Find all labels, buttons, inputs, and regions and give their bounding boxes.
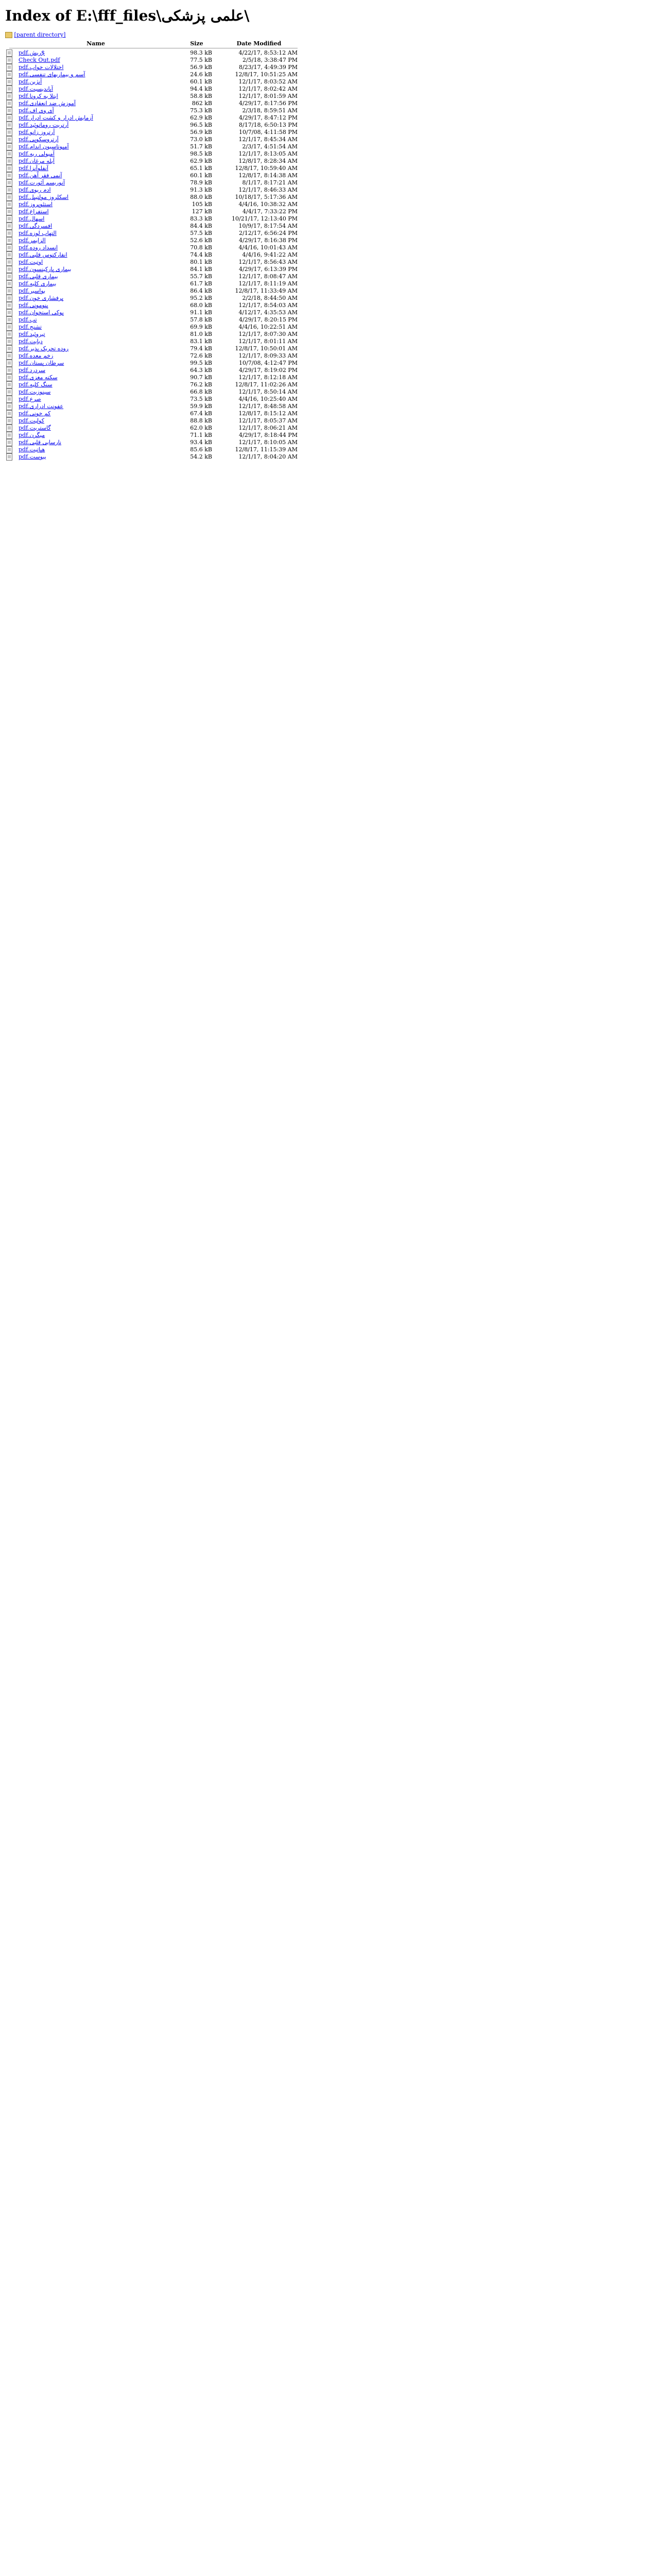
table-row <box>5 194 302 201</box>
file-size: 79.4 kB <box>190 345 212 352</box>
table-row <box>5 352 302 360</box>
file-size: 98.3 kB <box>190 49 212 56</box>
file-date-modified: 10/18/17, 5:17:36 AM <box>235 194 298 200</box>
file-link[interactable]: استفراغ.pdf <box>19 208 49 215</box>
file-link[interactable]: میگرن.pdf <box>19 432 45 438</box>
table-row <box>5 302 302 309</box>
file-size: 69.9 kB <box>190 324 212 330</box>
file-icon <box>6 136 12 143</box>
file-date-modified: 12/8/17, 10:51:25 AM <box>235 71 298 78</box>
file-icon <box>6 302 12 309</box>
file-link[interactable]: استئوپروز.pdf <box>19 201 53 208</box>
file-link[interactable]: نارسایی قلبی.pdf <box>19 439 62 446</box>
file-link[interactable]: عفونت ادراری.pdf <box>19 403 64 410</box>
file-date-modified: 4/4/17, 7:33:22 PM <box>242 208 298 215</box>
table-row <box>5 446 302 453</box>
file-icon <box>6 410 12 417</box>
file-date-modified: 4/29/17, 8:16:38 PM <box>239 237 298 244</box>
file-link[interactable]: انسداد روده.pdf <box>19 244 58 251</box>
file-size: 84.4 kB <box>190 223 212 229</box>
file-icon <box>6 331 12 338</box>
table-row <box>5 165 302 172</box>
table-row <box>5 223 302 230</box>
table-row <box>5 78 302 86</box>
file-date-modified: 4/12/17, 4:35:53 AM <box>238 309 298 316</box>
file-link[interactable]: انفارکتوس قلبی.pdf <box>19 251 67 258</box>
file-size: 24.6 kB <box>190 71 212 78</box>
file-size: 62.9 kB <box>190 158 212 164</box>
file-date-modified: 4/4/16, 10:22:51 AM <box>238 324 298 330</box>
table-row <box>5 208 302 215</box>
file-size: 96.5 kB <box>190 122 212 128</box>
file-date-modified: 8/23/17, 4:49:39 PM <box>239 64 298 71</box>
file-icon <box>6 165 12 172</box>
file-icon <box>6 295 12 302</box>
file-icon <box>6 201 12 208</box>
file-date-modified: 12/1/17, 8:54:03 AM <box>238 302 298 309</box>
file-icon <box>6 425 12 432</box>
file-size: 57.5 kB <box>190 230 212 236</box>
file-date-modified: 12/8/17, 10:50:01 AM <box>235 345 298 352</box>
file-date-modified: 4/29/17, 8:19:02 PM <box>239 367 298 374</box>
file-icon <box>6 251 12 259</box>
file-date-modified: 12/8/17, 11:33:49 AM <box>235 287 298 294</box>
file-icon <box>6 179 12 187</box>
file-link[interactable]: اوتیت.pdf <box>19 259 43 265</box>
file-icon <box>6 150 12 158</box>
file-date-modified: 4/4/16, 10:25:40 AM <box>238 396 298 402</box>
file-link[interactable]: هپاتیت.pdf <box>19 446 45 453</box>
file-date-modified: 12/1/17, 8:05:37 AM <box>238 417 298 424</box>
file-size: 80.1 kB <box>190 259 212 265</box>
file-size: 72.6 kB <box>190 352 212 359</box>
table-row <box>5 295 302 302</box>
file-link[interactable]: کولیت.pdf <box>19 417 45 424</box>
file-table <box>5 40 302 461</box>
file-size: 73.0 kB <box>190 136 212 143</box>
file-icon <box>6 158 12 165</box>
file-icon <box>6 78 12 86</box>
file-link[interactable]: تشنج.pdf <box>19 324 42 330</box>
file-size: 81.0 kB <box>190 331 212 337</box>
table-row <box>5 71 302 78</box>
file-link[interactable]: اسکلروز مولتیپل.pdf <box>19 194 69 200</box>
file-icon <box>6 129 12 136</box>
file-link[interactable]: ابتلا به کرونا.pdf <box>19 93 58 99</box>
file-icon <box>6 266 12 273</box>
file-icon <box>6 244 12 251</box>
file-date-modified: 2/2/18, 8:44:50 AM <box>242 295 298 301</box>
file-link[interactable]: پوکی استخوان.pdf <box>19 309 64 316</box>
file-date-modified: 12/1/17, 8:46:33 AM <box>238 187 298 193</box>
table-row <box>5 280 302 287</box>
file-icon <box>6 403 12 410</box>
file-icon <box>6 71 12 78</box>
table-row <box>5 417 302 425</box>
table-row <box>5 244 302 251</box>
file-size: 91.3 kB <box>190 187 212 193</box>
table-row <box>5 259 302 266</box>
table-row <box>5 432 302 439</box>
file-icon <box>6 64 12 71</box>
table-row <box>5 309 302 316</box>
file-size: 55.7 kB <box>190 273 212 280</box>
file-link[interactable]: ادم ریوی.pdf <box>19 187 51 193</box>
file-link[interactable]: سکته مغزی.pdf <box>19 374 58 381</box>
file-size: 56.9 kB <box>190 129 212 135</box>
file-size: 88.0 kB <box>190 194 212 200</box>
file-link[interactable]: روده تحریک پذیر.pdf <box>19 345 69 352</box>
folder-up-icon <box>5 32 12 38</box>
file-size: 73.5 kB <box>190 396 212 402</box>
file-icon <box>6 122 12 129</box>
file-date-modified: 12/1/17, 8:06:21 AM <box>238 425 298 431</box>
column-header-date[interactable]: Date Modified <box>236 40 282 47</box>
file-icon <box>6 374 12 381</box>
table-row <box>5 215 302 223</box>
page-title: Index of E:\fff_files\علمی پزشکی\ <box>5 7 250 24</box>
table-row <box>5 388 302 396</box>
file-date-modified: 12/1/17, 8:01:11 AM <box>238 338 298 345</box>
table-row <box>5 439 302 446</box>
file-date-modified: 10/21/17, 12:13:40 PM <box>232 215 298 222</box>
table-row <box>5 64 302 71</box>
file-date-modified: 12/8/17, 8:28:34 AM <box>238 158 298 164</box>
table-row <box>5 100 302 107</box>
file-link[interactable]: سنگ کلیه.pdf <box>19 381 53 388</box>
file-size: 84.1 kB <box>190 266 212 273</box>
file-size: 83.3 kB <box>190 215 212 222</box>
file-size: 75.3 kB <box>190 107 212 114</box>
table-row <box>5 201 302 208</box>
file-link[interactable]: آبله مرغان.pdf <box>19 158 55 164</box>
file-icon <box>6 143 12 150</box>
file-icon <box>6 388 12 396</box>
table-row <box>5 331 302 338</box>
file-date-modified: 12/1/17, 8:12:18 AM <box>238 374 298 381</box>
file-icon <box>6 187 12 194</box>
file-icon <box>6 417 12 425</box>
file-link[interactable]: الزایمر.pdf <box>19 237 46 244</box>
file-icon <box>6 324 12 331</box>
file-link[interactable]: گاستریت.pdf <box>19 425 51 431</box>
file-date-modified: 8/17/18, 6:50:13 PM <box>239 122 298 128</box>
file-icon <box>6 57 12 64</box>
directory-listing-page <box>0 0 659 465</box>
table-row <box>5 425 302 432</box>
file-icon <box>6 316 12 324</box>
file-size: 88.8 kB <box>190 417 212 424</box>
file-date-modified: 12/1/17, 8:50:14 AM <box>238 388 298 395</box>
file-date-modified: 2/5/18, 3:38:47 PM <box>242 57 298 63</box>
file-link[interactable]: سردرد.pdf <box>19 367 46 374</box>
file-date-modified: 12/8/17, 8:14:38 AM <box>238 172 298 179</box>
table-header-row <box>5 40 302 47</box>
file-date-modified: 12/1/17, 8:56:43 AM <box>238 259 298 265</box>
file-size: 68.0 kB <box>190 302 212 309</box>
parent-directory-row[interactable] <box>5 31 654 38</box>
file-date-modified: 12/8/17, 8:15:12 AM <box>238 410 298 417</box>
file-date-modified: 12/1/17, 8:01:59 AM <box>238 93 298 99</box>
file-link[interactable]: تب.pdf <box>19 316 37 323</box>
file-size: 127 kB <box>192 208 212 215</box>
table-row <box>5 345 302 352</box>
table-row <box>5 172 302 179</box>
file-size: 90.7 kB <box>190 374 212 381</box>
file-size: 74.4 kB <box>190 251 212 258</box>
file-link[interactable]: پنومونی.pdf <box>19 302 48 309</box>
file-date-modified: 4/4/16, 10:01:43 AM <box>238 244 298 251</box>
file-size: 65.1 kB <box>190 165 212 172</box>
file-size: 91.1 kB <box>190 309 212 316</box>
file-link[interactable]: Check Out.pdf <box>19 57 60 63</box>
file-link[interactable]: آرتروسکوپی.pdf <box>19 136 59 143</box>
file-size: 85.6 kB <box>190 446 212 453</box>
file-icon <box>6 396 12 403</box>
file-link[interactable]: زخم معده.pdf <box>19 352 54 359</box>
file-date-modified: 8/1/17, 8:17:21 AM <box>242 179 298 186</box>
file-size: 95.2 kB <box>190 295 212 301</box>
file-link[interactable]: آرتروز زانو.pdf <box>19 129 55 135</box>
file-size: 59.9 kB <box>190 403 212 410</box>
file-size: 99.5 kB <box>190 360 212 366</box>
column-header-name[interactable]: Name <box>86 40 105 47</box>
file-icon <box>6 287 12 295</box>
file-link[interactable]: آزمایش ادرار و کشت ادرار.pdf <box>19 114 93 121</box>
table-row <box>5 251 302 259</box>
file-date-modified: 4/29/17, 6:13:39 PM <box>239 266 298 273</box>
file-icon <box>6 360 12 367</box>
file-icon <box>6 453 12 461</box>
file-size: 52.6 kB <box>190 237 212 244</box>
table-row <box>5 122 302 129</box>
table-row <box>5 403 302 410</box>
file-date-modified: 4/4/16, 9:41:22 AM <box>242 251 298 258</box>
file-icon <box>6 446 12 453</box>
file-link[interactable]: بواسیر.pdf <box>19 287 46 294</box>
file-date-modified: 4/29/17, 8:18:44 PM <box>239 432 298 438</box>
file-date-modified: 12/1/17, 8:11:19 AM <box>238 280 298 287</box>
file-icon <box>6 367 12 374</box>
file-link[interactable]: دیابت.pdf <box>19 338 43 345</box>
file-size: 93.4 kB <box>190 439 212 446</box>
file-date-modified: 4/29/17, 8:17:56 PM <box>239 100 298 107</box>
file-link[interactable]: آنمی فقر آهن.pdf <box>19 172 62 179</box>
file-link[interactable]: بیماری قلبی.pdf <box>19 273 58 280</box>
table-row <box>5 324 302 331</box>
file-link[interactable]: کم خونی.pdf <box>19 410 51 417</box>
table-row <box>5 57 302 64</box>
table-row <box>5 129 302 136</box>
file-date-modified: 4/29/17, 8:47:12 PM <box>239 114 298 121</box>
file-date-modified: 12/8/17, 11:02:26 AM <box>235 381 298 388</box>
file-link[interactable]: بیماری پارکینسون.pdf <box>19 266 72 273</box>
file-date-modified: 4/22/17, 8:53:12 AM <box>238 49 298 56</box>
file-size: 54.2 kB <box>190 453 212 460</box>
file-size: 67.4 kB <box>190 410 212 417</box>
file-date-modified: 10/7/08, 4:12:47 PM <box>239 360 298 366</box>
file-date-modified: 12/8/17, 11:15:39 AM <box>235 446 298 453</box>
file-icon <box>6 280 12 287</box>
table-row <box>5 360 302 367</box>
file-icon <box>6 432 12 439</box>
parent-directory-link[interactable]: [parent directory] <box>14 31 66 38</box>
table-row <box>5 136 302 143</box>
file-link[interactable]: بیماری کلیه.pdf <box>19 280 57 287</box>
file-icon <box>6 86 12 93</box>
table-row <box>5 453 302 461</box>
file-size: 61.7 kB <box>190 280 212 287</box>
file-icon <box>6 208 12 215</box>
file-link[interactable]: آمپوتاسیون اندام.pdf <box>19 143 69 150</box>
file-icon <box>6 114 12 122</box>
file-size: 78.9 kB <box>190 179 212 186</box>
file-date-modified: 12/1/17, 8:10:05 AM <box>238 439 298 446</box>
file-icon <box>6 338 12 345</box>
file-link[interactable]: آنوریسم آئورت.pdf <box>19 179 65 186</box>
table-row <box>5 374 302 381</box>
file-date-modified: 12/1/17, 8:07:30 AM <box>238 331 298 337</box>
file-date-modified: 12/1/17, 8:03:52 AM <box>238 78 298 85</box>
file-icon <box>6 230 12 237</box>
file-link[interactable]: یبوست.pdf <box>19 453 46 460</box>
file-link[interactable]: التهاب لوزه.pdf <box>19 230 57 236</box>
file-size: 60.1 kB <box>190 78 212 85</box>
table-row <box>5 396 302 403</box>
file-size: 58.8 kB <box>190 93 212 99</box>
file-link[interactable]: سرطان پستان.pdf <box>19 360 64 366</box>
file-link[interactable]: آی وی اف.pdf <box>19 107 54 114</box>
file-icon <box>6 93 12 100</box>
file-icon <box>6 439 12 446</box>
file-link[interactable]: $ريش.pdf <box>19 49 45 56</box>
file-icon <box>6 259 12 266</box>
file-list <box>5 49 302 461</box>
file-size: 56.9 kB <box>190 64 212 71</box>
file-size: 62.9 kB <box>190 114 212 121</box>
table-row <box>5 114 302 122</box>
file-date-modified: 2/3/17, 4:51:54 AM <box>242 143 298 150</box>
file-date-modified: 2/12/17, 6:56:24 PM <box>239 230 298 236</box>
file-icon <box>6 172 12 179</box>
file-size: 60.1 kB <box>190 172 212 179</box>
column-header-size[interactable]: Size <box>190 40 203 47</box>
table-row <box>5 287 302 295</box>
file-link[interactable]: آنژین.pdf <box>19 78 42 85</box>
file-link[interactable]: اسهال.pdf <box>19 215 45 222</box>
file-icon <box>6 223 12 230</box>
table-row <box>5 93 302 100</box>
file-link[interactable]: پرفشاری خون.pdf <box>19 295 64 301</box>
file-icon <box>6 381 12 388</box>
file-date-modified: 12/1/17, 8:04:20 AM <box>238 453 298 460</box>
table-row <box>5 266 302 273</box>
file-date-modified: 12/1/17, 8:02:42 AM <box>238 86 298 92</box>
table-row <box>5 381 302 388</box>
file-link[interactable]: آمبولی ریه.pdf <box>19 150 55 157</box>
file-date-modified: 12/8/17, 10:59:40 AM <box>235 165 298 172</box>
table-row <box>5 338 302 345</box>
file-date-modified: 4/29/17, 8:20:15 PM <box>239 316 298 323</box>
file-date-modified: 12/1/17, 8:08:47 AM <box>238 273 298 280</box>
file-icon <box>6 194 12 201</box>
table-row <box>5 410 302 417</box>
table-row <box>5 158 302 165</box>
file-size: 77.5 kB <box>190 57 212 63</box>
file-size: 51.7 kB <box>190 143 212 150</box>
file-link[interactable]: آنفلوآنزا.pdf <box>19 165 48 172</box>
file-icon <box>6 237 12 244</box>
table-row <box>5 187 302 194</box>
file-size: 105 kB <box>192 201 212 208</box>
table-row <box>5 86 302 93</box>
file-link[interactable]: آسم و بیماریهای تنفسی.pdf <box>19 71 85 78</box>
table-row <box>5 273 302 280</box>
file-size: 83.1 kB <box>190 338 212 345</box>
file-icon <box>6 107 12 114</box>
file-link[interactable]: آموزش ضد انعقادی.pdf <box>19 100 76 107</box>
file-date-modified: 12/1/17, 8:45:34 AM <box>238 136 298 143</box>
file-date-modified: 12/1/17, 8:13:05 AM <box>238 150 298 157</box>
file-link[interactable]: آرتریت روماتوئید.pdf <box>19 122 69 128</box>
file-size: 57.8 kB <box>190 316 212 323</box>
table-row <box>5 316 302 324</box>
file-date-modified: 2/3/18, 8:59:51 AM <box>242 107 298 114</box>
file-link[interactable]: اختلالات خواب.pdf <box>19 64 64 71</box>
file-size: 66.8 kB <box>190 388 212 395</box>
file-size: 76.2 kB <box>190 381 212 388</box>
file-icon <box>6 345 12 352</box>
file-icon <box>6 309 12 316</box>
file-link[interactable]: افسردگی.pdf <box>19 223 53 229</box>
file-date-modified: 10/9/17, 8:17:54 AM <box>238 223 298 229</box>
file-link[interactable]: صرع.pdf <box>19 396 41 402</box>
file-link[interactable]: آپاندیسیت.pdf <box>19 86 53 92</box>
file-date-modified: 10/7/08, 4:11:58 PM <box>239 129 298 135</box>
file-size: 70.8 kB <box>190 244 212 251</box>
file-date-modified: 4/4/16, 10:38:32 AM <box>238 201 298 208</box>
file-size: 86.4 kB <box>190 287 212 294</box>
table-row <box>5 150 302 158</box>
file-size: 94.4 kB <box>190 86 212 92</box>
file-link[interactable]: تیروئید.pdf <box>19 331 45 337</box>
file-size: 98.5 kB <box>190 150 212 157</box>
file-icon <box>6 273 12 280</box>
file-icon <box>6 352 12 360</box>
file-link[interactable]: سینوزیت.pdf <box>19 388 51 395</box>
table-row <box>5 49 302 57</box>
table-row <box>5 107 302 114</box>
file-size: 862 kB <box>192 100 212 107</box>
file-size: 64.3 kB <box>190 367 212 374</box>
table-row <box>5 237 302 244</box>
file-icon <box>6 215 12 223</box>
file-icon <box>6 49 12 57</box>
table-row <box>5 143 302 150</box>
file-size: 71.1 kB <box>190 432 212 438</box>
file-size: 62.0 kB <box>190 425 212 431</box>
file-date-modified: 12/1/17, 8:48:58 AM <box>238 403 298 410</box>
table-row <box>5 230 302 237</box>
table-row <box>5 179 302 187</box>
file-icon <box>6 100 12 107</box>
table-row <box>5 367 302 374</box>
file-date-modified: 12/1/17, 8:09:33 AM <box>238 352 298 359</box>
